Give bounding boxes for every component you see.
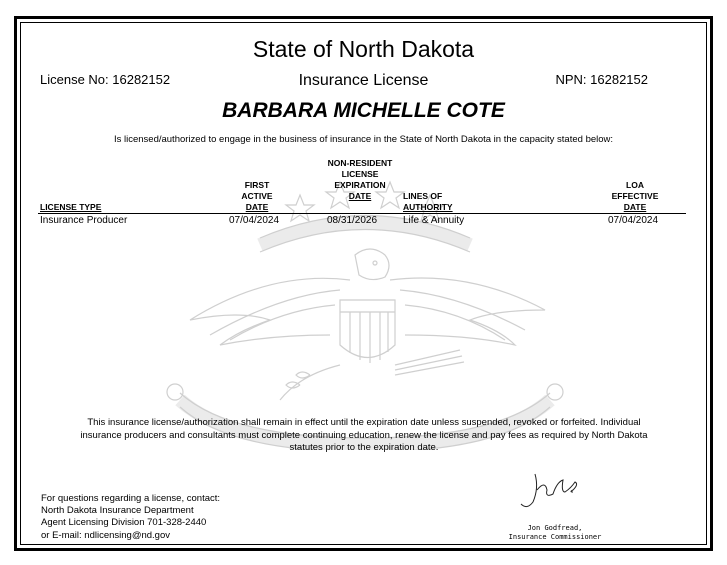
license-holder-name: BARBARA MICHELLE COTE: [222, 99, 505, 122]
contact-info: For questions regarding a license, contact: North Dakota Insurance Department Agent Licensing Division 701-328-2440 or E-mail: ndlicensing@nd.gov: [41, 493, 221, 541]
col-first-active-date: FIRST ACTIVE DATE: [241, 180, 273, 212]
col-license-type: LICENSE TYPE: [40, 202, 102, 212]
cell-license-type: Insurance Producer: [40, 215, 128, 226]
license-number: License No: 16282152: [40, 72, 171, 87]
col-lines-of-authority: LINES OF AUTHORITY: [403, 191, 453, 212]
signer-block: Jon Godfread, Insurance Commissioner: [508, 524, 602, 541]
contact-email: or E-mail: ndlicensing@nd.gov: [41, 529, 170, 541]
intro-statement: Is licensed/authorized to engage in the business of insurance in the State of North Dakota in the capacity stated below:: [113, 134, 614, 145]
col-expiration-date: NON-RESIDENT LICENSE EXPIRATION DATE: [327, 158, 393, 201]
npn-number: NPN: 16282152: [555, 72, 648, 87]
commissioner-signature: [515, 470, 585, 510]
cell-lines-of-authority: Life & Annuity: [403, 215, 465, 226]
col-loa-effective-date: LOA EFFECTIVE DATE: [611, 180, 659, 212]
table-divider: [38, 213, 686, 214]
cell-first-active-date: 07/04/2024: [229, 215, 280, 226]
document-type: Insurance License: [298, 72, 429, 89]
state-title: State of North Dakota: [252, 36, 475, 62]
cell-expiration-date: 08/31/2026: [327, 215, 378, 226]
cell-loa-effective-date: 07/04/2024: [608, 215, 659, 226]
validity-notice: This insurance license/authorization shall remain in effect until the expiration date unless suspended, revoked or forfeited. Individual insurance producers and consultants must complete continuing education, renew the license and pay fees as required by North Dakota statutes prior to the expiration date.: [80, 417, 648, 453]
state-seal-watermark: [150, 160, 580, 450]
